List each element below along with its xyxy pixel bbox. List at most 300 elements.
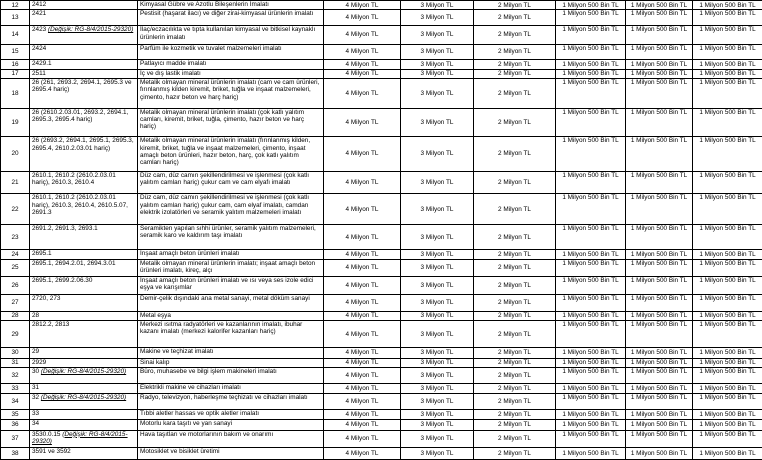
amount-region-1: 4 Milyon TL [324,1,401,10]
row-number: 20 [1,137,30,171]
amount-region-1: 4 Milyon TL [324,60,401,69]
activity-code [30,368,138,384]
activity-code-text: 3591 ve 3592 [32,448,71,456]
amount-region-5: 1 Milyon 500 Bin TL [626,108,693,137]
amount-region-5: 1 Milyon 500 Bin TL [626,194,693,225]
activity-code [30,194,138,225]
amount-region-4: 1 Milyon 500 Bin TL [556,1,626,10]
amount-region-3: 2 Milyon TL [474,294,556,311]
activity-code-text: 34 [32,420,40,428]
row-number: 29 [1,321,30,348]
amount-region-2: 3 Milyon TL [401,294,474,311]
activity-description: Patlayıcı madde imalatı [138,60,324,69]
row-number: 38 [1,448,30,460]
activity-description: Radyo, televizyon, haberleşme teçhizatı ve cihazları imalatı [138,394,324,410]
amount-region-5: 1 Milyon 500 Bin TL [626,448,693,460]
activity-code [30,321,138,348]
amount-region-5: 1 Milyon 500 Bin TL [626,410,693,420]
amount-region-5: 1 Milyon 500 Bin TL [626,69,693,78]
amount-region-4: 1 Milyon 500 Bin TL [556,410,626,420]
activity-description: Hava taşıtları ve motorlarının bakım ve onarımı [138,430,324,448]
activity-code [30,311,138,320]
amount-region-6: 1 Milyon 500 Bin TL [693,26,762,44]
activity-code-text: 3530.0.15 [32,430,61,438]
amount-region-3: 2 Milyon TL [474,171,556,194]
amount-region-1: 4 Milyon TL [324,277,401,295]
activity-description: Tıbbi aletler hassas ve optik aletler imalatı [138,410,324,420]
activity-code-text: 2929 [32,358,47,366]
amount-region-3: 2 Milyon TL [474,394,556,410]
amount-region-4: 1 Milyon 500 Bin TL [556,60,626,69]
amendment-note: (Değişik: RG-8/4/2015-29320) [40,394,127,402]
amount-region-4: 1 Milyon 500 Bin TL [556,194,626,225]
activity-code-text: 2691.2, 2691.3, 2693.1 [32,225,98,233]
activity-description: Metal eşya [138,311,324,320]
table-row [1,60,762,69]
amount-region-1: 4 Milyon TL [324,383,401,393]
activity-description: Kimyasal Gübre ve Azotlu Bileşenlerin İmalatı [138,1,324,10]
row-number: 34 [1,394,30,410]
table-row [1,420,762,430]
activity-description: İnşaat amaçlı beton ürünleri imalatı ve ısı veya ses izole edici eşya ve karışımlar [138,277,324,295]
amount-region-3: 2 Milyon TL [474,430,556,448]
activity-description: Demir-çelik dışındaki ana metal sanayi, metal döküm sanayi [138,294,324,311]
table-row [1,348,762,358]
activity-code-text: 29 [32,348,40,356]
activity-code [30,69,138,78]
amount-region-4: 1 Milyon 500 Bin TL [556,430,626,448]
amount-region-1: 4 Milyon TL [324,225,401,250]
activity-description: Merkezi ısıtma radyatörleri ve kazanlarının imalatı, ibuhar kazanı imalatı (merkezi kalorifer kazanları hariç) [138,321,324,348]
activity-code [30,448,138,460]
activity-description: Makine ve teçhizat imalatı [138,348,324,358]
amount-region-6: 1 Milyon 500 Bin TL [693,69,762,78]
table-row [1,171,762,194]
table-row [1,294,762,311]
row-number: 15 [1,44,30,60]
row-number: 32 [1,368,30,384]
amount-region-4: 1 Milyon 500 Bin TL [556,79,626,109]
amount-region-3: 2 Milyon TL [474,311,556,320]
table-row [1,311,762,320]
row-number: 27 [1,294,30,311]
amendment-note: (Değişik: RG-8/4/2015-29320) [40,368,127,376]
amount-region-4: 1 Milyon 500 Bin TL [556,10,626,26]
amount-region-2: 3 Milyon TL [401,430,474,448]
amount-region-3: 2 Milyon TL [474,194,556,225]
activity-code [30,137,138,171]
activity-description: Metalik olmayan mineral ürünlerin imalatı; inşaat amaçlı beton ürünleri imalatı, kireç, alçı [138,259,324,277]
activity-description: Düz cam, düz camın şekillendirilmesi ve işlenmesi (çok katlı yalıtım camları hariç) çukur cam ve cam elyafı imalatı [138,171,324,194]
amount-region-1: 4 Milyon TL [324,358,401,367]
activity-description: Parfüm ile kozmetik ve tuvalet malzemeleri imalatı [138,44,324,60]
activity-description: Elektrikli makine ve cihazları imalatı [138,383,324,393]
row-number: 23 [1,225,30,250]
amount-region-6: 1 Milyon 500 Bin TL [693,137,762,171]
activity-code [30,383,138,393]
amount-region-2: 3 Milyon TL [401,225,474,250]
amount-region-1: 4 Milyon TL [324,294,401,311]
amount-region-5: 1 Milyon 500 Bin TL [626,383,693,393]
amount-region-2: 3 Milyon TL [401,448,474,460]
table-row [1,368,762,384]
activity-description: Motorlu kara taşıtı ve yan sanayi [138,420,324,430]
amount-region-4: 1 Milyon 500 Bin TL [556,358,626,367]
amount-region-6: 1 Milyon 500 Bin TL [693,448,762,460]
activity-code-text: 2812.2, 2813 [32,321,70,329]
amount-region-6: 1 Milyon 500 Bin TL [693,294,762,311]
amount-region-3: 2 Milyon TL [474,225,556,250]
amount-region-4: 1 Milyon 500 Bin TL [556,171,626,194]
amount-region-5: 1 Milyon 500 Bin TL [626,10,693,26]
amount-region-4: 1 Milyon 500 Bin TL [556,277,626,295]
amount-region-2: 3 Milyon TL [401,26,474,44]
table-row [1,410,762,420]
table-row [1,430,762,448]
amount-region-5: 1 Milyon 500 Bin TL [626,250,693,259]
activity-code [30,225,138,250]
amount-region-4: 1 Milyon 500 Bin TL [556,383,626,393]
amount-region-4: 1 Milyon 500 Bin TL [556,420,626,430]
activity-code [30,294,138,311]
activity-code [30,410,138,420]
amount-region-5: 1 Milyon 500 Bin TL [626,420,693,430]
amount-region-4: 1 Milyon 500 Bin TL [556,44,626,60]
activity-code-text: 31 [32,383,40,391]
amount-region-2: 3 Milyon TL [401,79,474,109]
amount-region-4: 1 Milyon 500 Bin TL [556,448,626,460]
amount-region-5: 1 Milyon 500 Bin TL [626,358,693,367]
amount-region-6: 1 Milyon 500 Bin TL [693,1,762,10]
row-number: 22 [1,194,30,225]
amount-region-5: 1 Milyon 500 Bin TL [626,321,693,348]
amount-region-4: 1 Milyon 500 Bin TL [556,321,626,348]
amount-region-5: 1 Milyon 500 Bin TL [626,311,693,320]
activity-description: İç ve dış lastik imalatı [138,69,324,78]
amount-region-2: 3 Milyon TL [401,10,474,26]
amount-region-5: 1 Milyon 500 Bin TL [626,1,693,10]
activity-code [30,1,138,10]
amount-region-1: 4 Milyon TL [324,410,401,420]
activity-code-text: 2610.1, 2610.2 (2610.2.03.01 hariç), 2610.3, 2610.4, 2610.5.07, 2691.3 [32,194,128,216]
amount-region-3: 2 Milyon TL [474,410,556,420]
amount-region-1: 4 Milyon TL [324,44,401,60]
amount-region-2: 3 Milyon TL [401,394,474,410]
amount-region-2: 3 Milyon TL [401,171,474,194]
table-row [1,1,762,10]
table-row [1,26,762,44]
amount-region-4: 1 Milyon 500 Bin TL [556,368,626,384]
amount-region-2: 3 Milyon TL [401,420,474,430]
activity-code [30,10,138,26]
activity-code-text: 2720, 273 [32,294,61,302]
amount-region-3: 2 Milyon TL [474,60,556,69]
table-row [1,259,762,277]
amount-region-3: 2 Milyon TL [474,26,556,44]
amount-region-1: 4 Milyon TL [324,26,401,44]
table-body [1,1,762,460]
amount-region-1: 4 Milyon TL [324,250,401,259]
amount-region-6: 1 Milyon 500 Bin TL [693,225,762,250]
amount-region-1: 4 Milyon TL [324,394,401,410]
amount-region-3: 2 Milyon TL [474,420,556,430]
activity-description: Seramikten yapılan sıhhi ürünler, seramik yalıtım malzemeleri, seramik karo ve kaldırım taşı imalatı [138,225,324,250]
row-number: 18 [1,79,30,109]
activity-description: İnşaat amaçlı beton ürünleri imalatı [138,250,324,259]
row-number: 25 [1,259,30,277]
activity-code-text: 33 [32,410,40,418]
row-number: 36 [1,420,30,430]
row-number: 35 [1,410,30,420]
table-row [1,394,762,410]
amount-region-6: 1 Milyon 500 Bin TL [693,348,762,358]
activity-description: Büro, muhasebe ve bilgi işlem makineleri imalatı [138,368,324,384]
activity-code [30,259,138,277]
amount-region-4: 1 Milyon 500 Bin TL [556,69,626,78]
row-number: 17 [1,69,30,78]
amount-region-3: 2 Milyon TL [474,321,556,348]
activity-code [30,250,138,259]
amount-region-2: 3 Milyon TL [401,60,474,69]
amount-region-3: 2 Milyon TL [474,69,556,78]
activity-code-text: 32 [32,394,40,402]
amount-region-6: 1 Milyon 500 Bin TL [693,368,762,384]
row-number: 28 [1,311,30,320]
amount-region-5: 1 Milyon 500 Bin TL [626,171,693,194]
table-row [1,194,762,225]
table-row [1,277,762,295]
amount-region-1: 4 Milyon TL [324,430,401,448]
amount-region-6: 1 Milyon 500 Bin TL [693,108,762,137]
activity-description: Düz cam, düz camın şekillendirilmesi ve işlenmesi (çok katlı yalıtım camları hariç) çukur cam, cam elyaf imalatı, camdan elektrik izolatörleri ve seramik yalıtım malzemeleri imalatı [138,194,324,225]
table-row [1,250,762,259]
activity-code [30,60,138,69]
amount-region-1: 4 Milyon TL [324,171,401,194]
amount-region-3: 2 Milyon TL [474,358,556,367]
amount-region-6: 1 Milyon 500 Bin TL [693,194,762,225]
amount-region-5: 1 Milyon 500 Bin TL [626,394,693,410]
amount-region-4: 1 Milyon 500 Bin TL [556,311,626,320]
table-row [1,69,762,78]
amount-region-1: 4 Milyon TL [324,10,401,26]
amount-region-2: 3 Milyon TL [401,69,474,78]
amount-region-5: 1 Milyon 500 Bin TL [626,368,693,384]
activity-code-text: 2424 [32,44,47,52]
activity-description: Metalik olmayan mineral ürünlerin imalatı (cam ve cam ürünleri, fırınlanmış kilden kiremit, briket, tuğla ve inşaat malzemeleri, çimento, hazır beton ve harç hariç) [138,79,324,109]
activity-code-text: 2429.1 [32,60,52,68]
table-row [1,137,762,171]
amount-region-3: 2 Milyon TL [474,368,556,384]
amount-region-1: 4 Milyon TL [324,69,401,78]
amount-region-5: 1 Milyon 500 Bin TL [626,294,693,311]
row-number: 37 [1,430,30,448]
amount-region-3: 2 Milyon TL [474,79,556,109]
amount-region-2: 3 Milyon TL [401,1,474,10]
amount-region-3: 2 Milyon TL [474,348,556,358]
amount-region-3: 2 Milyon TL [474,277,556,295]
activity-description: Motosiklet ve bisiklet üretimi [138,448,324,460]
amount-region-6: 1 Milyon 500 Bin TL [693,44,762,60]
amount-region-4: 1 Milyon 500 Bin TL [556,259,626,277]
amount-region-1: 4 Milyon TL [324,194,401,225]
amount-region-2: 3 Milyon TL [401,137,474,171]
activity-description: Sinai kalıp [138,358,324,367]
amount-region-2: 3 Milyon TL [401,108,474,137]
row-number: 12 [1,1,30,10]
amount-region-6: 1 Milyon 500 Bin TL [693,60,762,69]
amount-region-5: 1 Milyon 500 Bin TL [626,259,693,277]
amount-region-3: 2 Milyon TL [474,137,556,171]
table-row [1,383,762,393]
amount-region-1: 4 Milyon TL [324,348,401,358]
amount-region-1: 4 Milyon TL [324,259,401,277]
amount-region-6: 1 Milyon 500 Bin TL [693,358,762,367]
row-number: 19 [1,108,30,137]
amount-region-5: 1 Milyon 500 Bin TL [626,430,693,448]
table-row [1,225,762,250]
activity-code-text: 2695.1, 2694.2.01, 2694.3.01 [32,259,116,267]
amount-region-2: 3 Milyon TL [401,368,474,384]
row-number: 13 [1,10,30,26]
activity-code [30,430,138,448]
row-number: 14 [1,26,30,44]
amount-region-3: 2 Milyon TL [474,10,556,26]
amount-region-4: 1 Milyon 500 Bin TL [556,294,626,311]
row-number: 24 [1,250,30,259]
amount-region-5: 1 Milyon 500 Bin TL [626,44,693,60]
amount-region-1: 4 Milyon TL [324,368,401,384]
amount-region-2: 3 Milyon TL [401,410,474,420]
activity-code [30,44,138,60]
activity-code-text: 2695.1 [32,250,52,258]
amount-region-6: 1 Milyon 500 Bin TL [693,259,762,277]
amount-region-2: 3 Milyon TL [401,358,474,367]
amount-region-2: 3 Milyon TL [401,348,474,358]
amount-region-1: 4 Milyon TL [324,420,401,430]
row-number: 30 [1,348,30,358]
activity-code [30,277,138,295]
activity-code-text: 2412 [32,1,47,8]
activity-code-text: 2423 [32,26,47,34]
row-number: 26 [1,277,30,295]
amount-region-6: 1 Milyon 500 Bin TL [693,277,762,295]
amount-region-4: 1 Milyon 500 Bin TL [556,26,626,44]
table-row [1,448,762,460]
amount-region-3: 2 Milyon TL [474,383,556,393]
activity-description: Metalik olmayan mineral ürünlerin imalatı (fırınlanmış kilden, kiremit, briket, tuğla ve inşaat malzemeleri, çimento, inşaat amaçlı beton ürünleri, hazır beton, harç, çok katlı yalıtım camları hariç) [138,137,324,171]
amount-region-4: 1 Milyon 500 Bin TL [556,137,626,171]
activity-code [30,420,138,430]
amount-region-3: 2 Milyon TL [474,108,556,137]
amount-region-6: 1 Milyon 500 Bin TL [693,250,762,259]
amount-region-3: 2 Milyon TL [474,1,556,10]
table-row [1,321,762,348]
amount-region-4: 1 Milyon 500 Bin TL [556,108,626,137]
amount-region-3: 2 Milyon TL [474,44,556,60]
activity-code-text: 2421 [32,10,47,18]
amount-region-2: 3 Milyon TL [401,311,474,320]
activity-code-text: 2610.1, 2610.2 (2610.2.03.01 hariç), 2610.3, 2610.4 [32,171,116,186]
activity-description: Metalik olmayan mineral ürünlerin imalatı (çok katlı yalıtım camları, kiremit, briket, tuğla, çimento, hazır beton ve harç hariç) [138,108,324,137]
table-row [1,358,762,367]
table-row [1,10,762,26]
amount-region-5: 1 Milyon 500 Bin TL [626,277,693,295]
row-number: 33 [1,383,30,393]
amount-region-1: 4 Milyon TL [324,321,401,348]
amount-region-1: 4 Milyon TL [324,448,401,460]
amount-region-6: 1 Milyon 500 Bin TL [693,394,762,410]
activity-code [30,394,138,410]
amount-region-6: 1 Milyon 500 Bin TL [693,420,762,430]
amount-region-3: 2 Milyon TL [474,250,556,259]
activity-description: Pestisit (haşarat ilacı) ve diğer zirai-kimyasal ürünlerin imalatı [138,10,324,26]
amount-region-4: 1 Milyon 500 Bin TL [556,348,626,358]
table-row [1,108,762,137]
amount-region-5: 1 Milyon 500 Bin TL [626,137,693,171]
amount-region-2: 3 Milyon TL [401,250,474,259]
amendment-note: (Değişik: RG-8/4/2015-29320) [32,430,128,445]
amount-region-2: 3 Milyon TL [401,194,474,225]
row-number: 21 [1,171,30,194]
activity-code [30,348,138,358]
amount-region-4: 1 Milyon 500 Bin TL [556,394,626,410]
amount-region-1: 4 Milyon TL [324,137,401,171]
amount-region-6: 1 Milyon 500 Bin TL [693,430,762,448]
amount-region-6: 1 Milyon 500 Bin TL [693,321,762,348]
activity-code-text: 26 (261, 2693.2, 2694.1, 2695.3 ve 2695.4 hariç) [32,79,132,94]
amount-region-5: 1 Milyon 500 Bin TL [626,60,693,69]
activity-description: İlaç/eczacılıkta ve tıpta kullanılan kimyasal ve bitkisel kaynaklı ürünlerin imalatı [138,26,324,44]
amount-region-6: 1 Milyon 500 Bin TL [693,79,762,109]
amount-region-6: 1 Milyon 500 Bin TL [693,383,762,393]
activity-code-text: 2511 [32,69,46,77]
amount-region-3: 2 Milyon TL [474,259,556,277]
activity-code [30,26,138,44]
amount-region-1: 4 Milyon TL [324,108,401,137]
amount-region-1: 4 Milyon TL [324,311,401,320]
table-row [1,79,762,109]
amount-region-2: 3 Milyon TL [401,259,474,277]
amount-region-5: 1 Milyon 500 Bin TL [626,225,693,250]
amendment-note: (Değişik: RG-8/4/2015-29320) [48,26,134,34]
activity-code-text: 26 (2693.2, 2694.1, 2695.1, 2695.3, 2695.4, 2610.2.03.01 hariç) [32,137,134,152]
activity-code [30,79,138,109]
amount-region-6: 1 Milyon 500 Bin TL [693,171,762,194]
amount-region-6: 1 Milyon 500 Bin TL [693,10,762,26]
activity-code [30,171,138,194]
amount-region-6: 1 Milyon 500 Bin TL [693,311,762,320]
amount-region-1: 4 Milyon TL [324,79,401,109]
table-row [1,44,762,60]
amount-region-5: 1 Milyon 500 Bin TL [626,79,693,109]
amount-region-4: 1 Milyon 500 Bin TL [556,250,626,259]
amount-region-2: 3 Milyon TL [401,277,474,295]
amount-region-3: 2 Milyon TL [474,448,556,460]
activity-code-text: 28 [32,311,40,319]
amount-region-2: 3 Milyon TL [401,383,474,393]
row-number: 31 [1,358,30,367]
amount-region-5: 1 Milyon 500 Bin TL [626,348,693,358]
amount-region-5: 1 Milyon 500 Bin TL [626,26,693,44]
amount-region-2: 3 Milyon TL [401,44,474,60]
amount-region-6: 1 Milyon 500 Bin TL [693,410,762,420]
activity-code-text: 30 [32,368,40,376]
row-number: 16 [1,60,30,69]
activity-code [30,358,138,367]
activity-code [30,108,138,137]
amount-region-2: 3 Milyon TL [401,321,474,348]
amount-region-4: 1 Milyon 500 Bin TL [556,225,626,250]
